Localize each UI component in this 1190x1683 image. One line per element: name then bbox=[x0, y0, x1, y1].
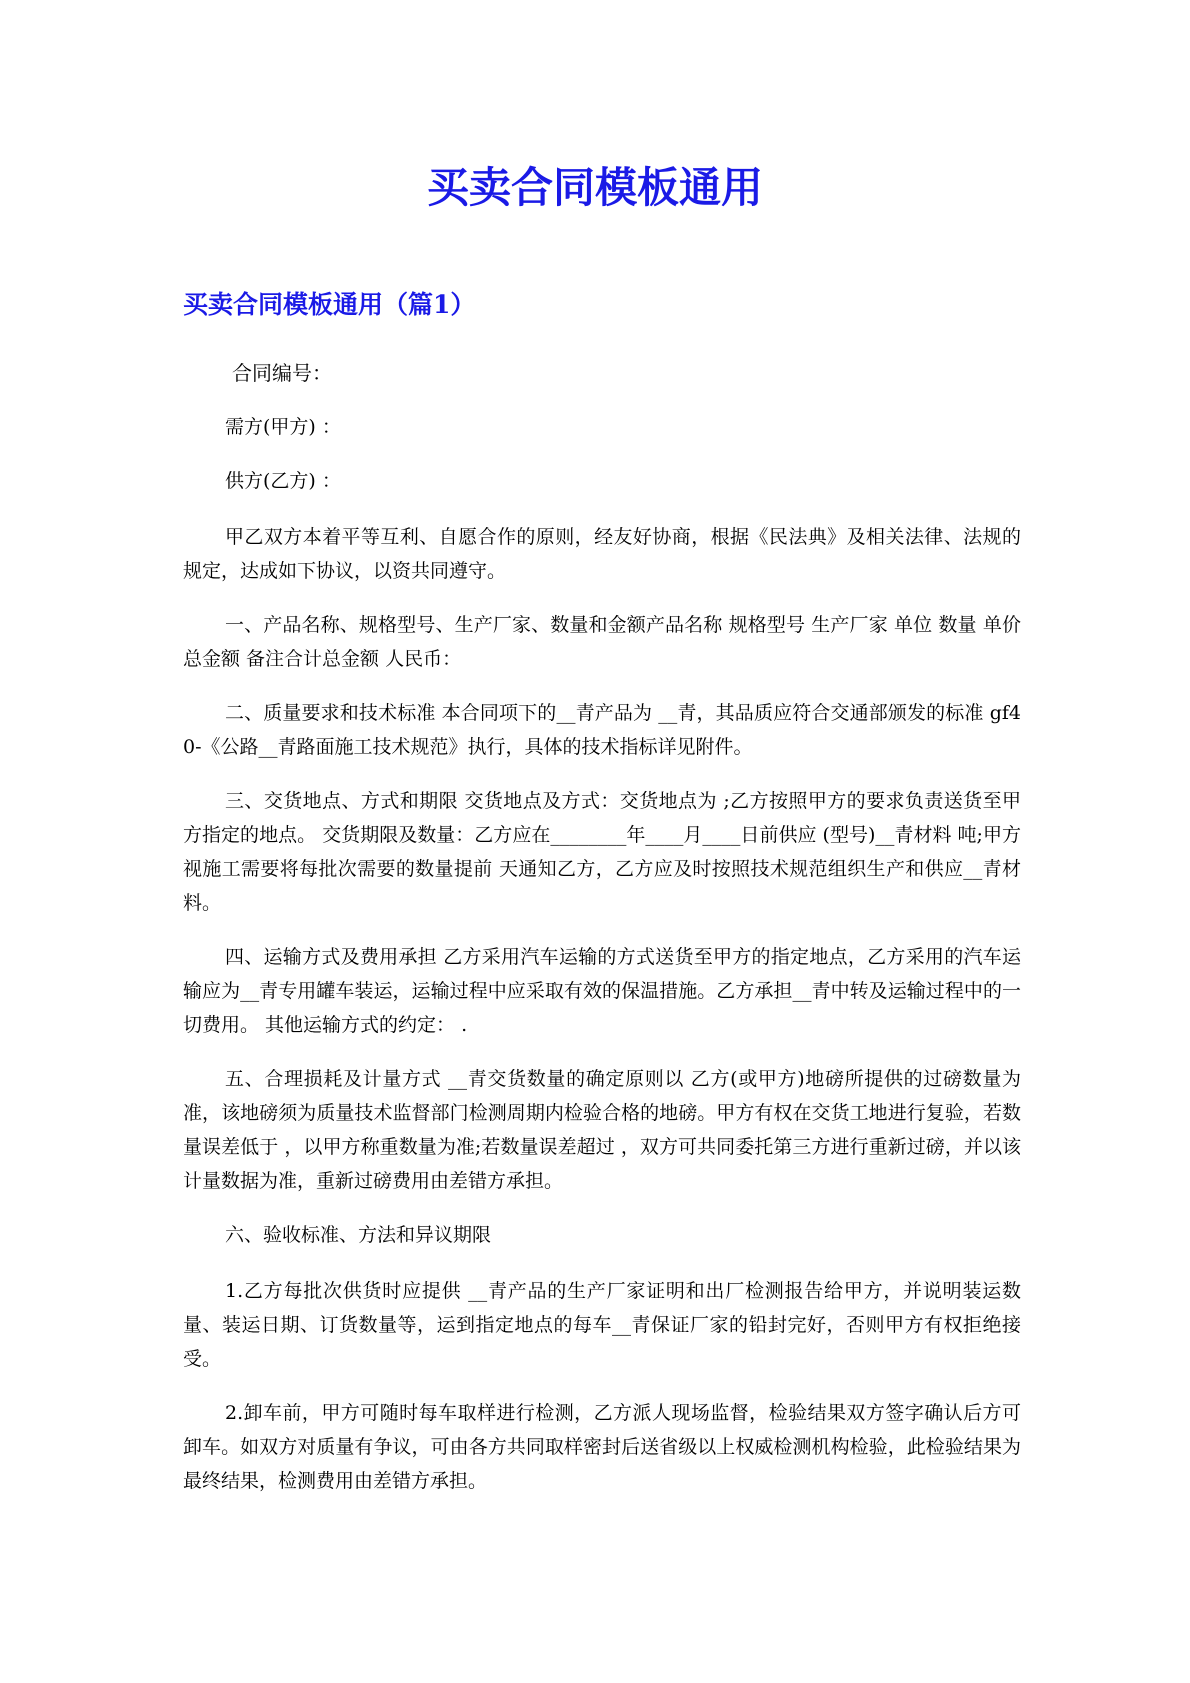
paragraph-preamble: 甲乙双方本着平等互利、自愿合作的原则，经友好协商，根据《民法典》及相关法律、法规的规定，达成如下协议，以资共同遵守。 bbox=[183, 526, 1021, 582]
paragraph-clause-5: 五、合理损耗及计量方式 __青交货数量的确定原则以 乙方(或甲方)地磅所提供的过磅数量为准，该地磅须为质量技术监督部门检测周期内检验合格的地磅。甲方有权在交货工地进行复验，若数量误差低于 ，以甲方称重数量为准;若数量误差超过 ，双方可共同委托第三方进行重新过磅，并以该计量数据为准，重新过磅费用由差错方承担。 bbox=[183, 1068, 1021, 1192]
paragraph-clause-4: 四、运输方式及费用承担 乙方采用汽车运输的方式送货至甲方的指定地点，乙方采用的汽车运输应为__青专用罐车装运，运输过程中应采取有效的保温措施。乙方承担__青中转及运输过程中的一切费用。 其他运输方式的约定： . bbox=[183, 946, 1021, 1036]
paragraph-clause-6-item-2: 2.卸车前，甲方可随时每车取样进行检测，乙方派人现场监督，检验结果双方签字确认后方可卸车。如双方对质量有争议，可由各方共同取样密封后送省级以上权威检测机构检验，此检验结果为最终结果，检测费用由差错方承担。 bbox=[183, 1402, 1021, 1492]
party-a-label: 需方(甲方) ： bbox=[225, 416, 341, 438]
paragraph-clause-6-item-1: 1.乙方每批次供货时应提供 __青产品的生产厂家证明和出厂检测报告给甲方，并说明装运数量、装运日期、订货数量等，运到指定地点的每车__青保证厂家的铅封完好，否则甲方有权拒绝接受。 bbox=[183, 1280, 1021, 1370]
paragraph-clause-2: 二、质量要求和技术标准 本合同项下的__青产品为 __青，其品质应符合交通部颁发的标准 gf40-《公路__青路面施工技术规范》执行，具体的技术指标详见附件。 bbox=[183, 702, 1021, 758]
paragraph-clause-6-heading: 六、验收标准、方法和异议期限 bbox=[225, 1224, 492, 1246]
party-b-label: 供方(乙方) ： bbox=[225, 470, 341, 492]
section-title: 买卖合同模板通用（篇1） bbox=[183, 290, 476, 319]
contract-body bbox=[183, 360, 1021, 1518]
document-title: 买卖合同模板通用 bbox=[426, 163, 763, 212]
contract-number-label: 合同编号： bbox=[232, 361, 332, 385]
paragraph-clause-1: 一、产品名称、规格型号、生产厂家、数量和金额产品名称 规格型号 生产厂家 单位 数量 单价 总金额 备注合计总金额 人民币： bbox=[183, 614, 1021, 670]
paragraph-clause-3: 三、交货地点、方式和期限 交货地点及方式：交货地点为 ;乙方按照甲方的要求负责送货至甲方指定的地点。 交货期限及数量：乙方应在________年____月____日前供应 (型号)__青材料 吨;甲方视施工需要将每批次需要的数量提前 天通知乙方，乙方应及时按照技术规范组织生产和供应__青材料。 bbox=[183, 790, 1021, 914]
